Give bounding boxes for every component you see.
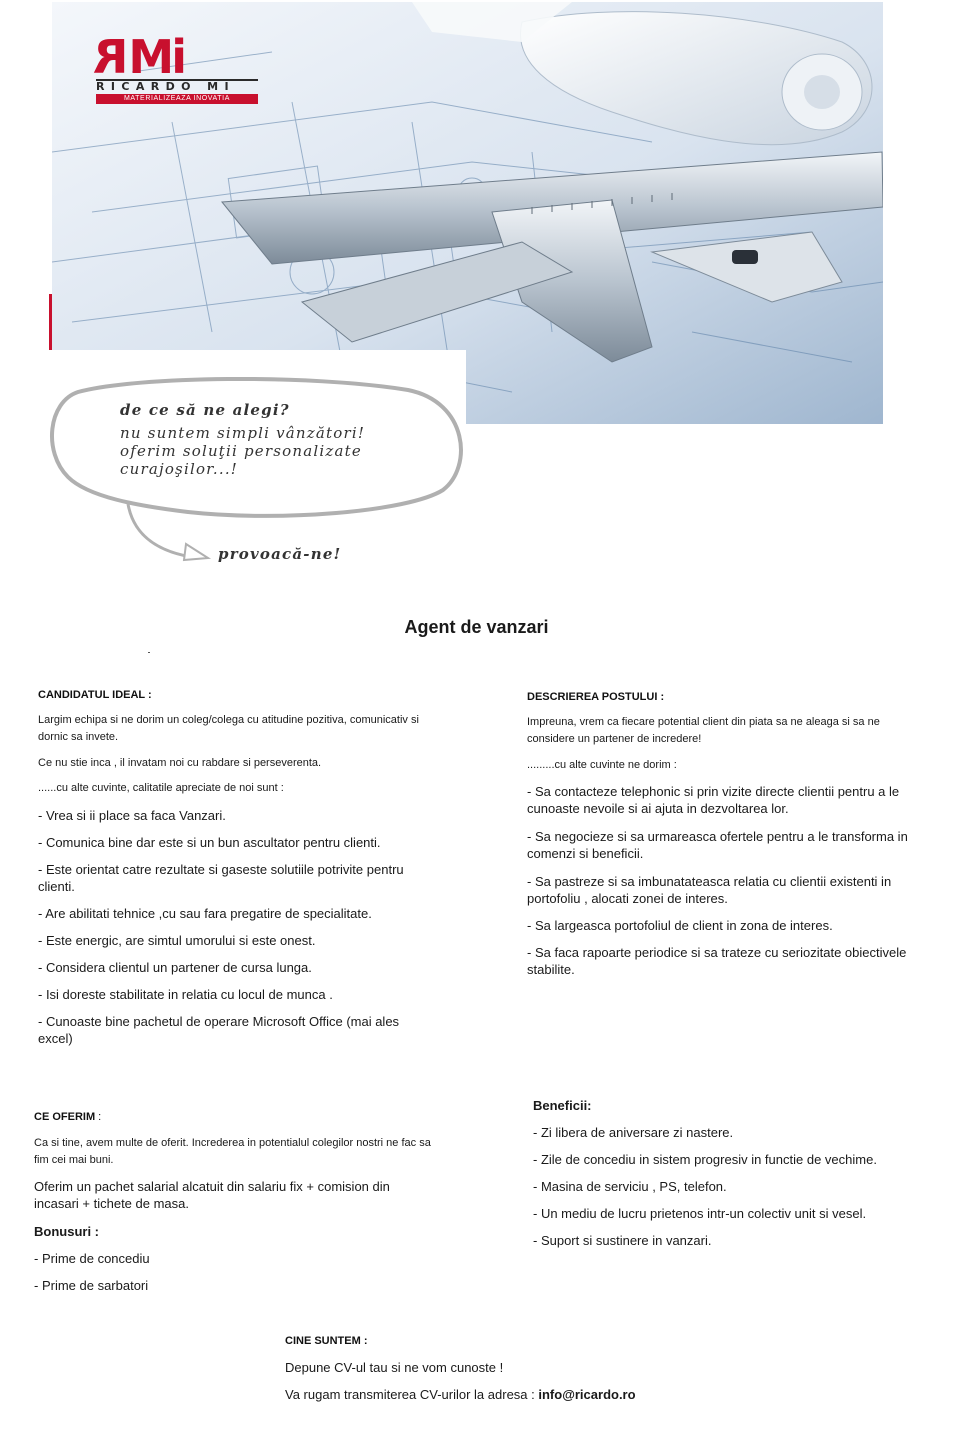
- offer-heading-text: CE OFERIM: [34, 1111, 96, 1123]
- ideal-candidate-intro: Largim echipa si ne dorim un coleg/colega cu atitudine pozitiva, comunicativ si dornic sa invete.: [38, 714, 419, 743]
- who-we-are-section: [285, 1332, 705, 1408]
- job-description-heading: DESCRIEREA POSTULUI :: [527, 691, 665, 703]
- bonus-heading: Bonusuri :: [34, 1224, 99, 1239]
- job-title: Agent de vanzari: [404, 617, 549, 637]
- offer-intro: Ca si tine, avem multe de oferit. Increderea in potentialul colegilor nostri ne fac sa fim cei mai buni.: [34, 1137, 431, 1166]
- list-item: - Este energic, are simtul umorului si este onest.: [38, 933, 316, 948]
- logo-mark-r: R: [96, 30, 129, 84]
- stray-mark: [148, 652, 150, 653]
- bubble-line-3: curajoşilor...!: [120, 460, 239, 478]
- benefits-section: [533, 1097, 913, 1257]
- bubble-question: de ce să ne alegi?: [120, 401, 290, 419]
- offer-heading-suffix: :: [95, 1111, 102, 1123]
- ideal-candidate-lead: ......cu alte cuvinte, calitatile apreciate de noi sunt :: [38, 782, 284, 794]
- list-item: - Este orientat catre rezultate si gaseste solutiile potrivite pentru clienti.: [38, 862, 404, 894]
- list-item: - Isi doreste stabilitate in relatia cu locul de munca .: [38, 987, 333, 1002]
- logo-mark: [96, 30, 184, 84]
- list-item: - Prime de sarbatori: [34, 1278, 149, 1293]
- job-description-lead: .........cu alte cuvinte ne dorim :: [527, 759, 677, 771]
- apply-instructions: [285, 1386, 636, 1403]
- bubble-call-to-action: provoacă-ne!: [218, 545, 342, 563]
- job-description-section: [527, 690, 923, 990]
- bubble-line-2: oferim soluţii personalizate: [120, 442, 362, 460]
- list-item: - Considera clientul un partener de cursa lunga.: [38, 960, 312, 975]
- list-item: - Sa contacteze telephonic si prin vizite directe clientii pentru a le cunoaste nevoile si ai ajuta in dezvoltarea lor.: [527, 784, 900, 816]
- list-item: - Prime de concediu: [34, 1251, 150, 1266]
- logo-mark-mi: Mi: [128, 30, 184, 84]
- contact-email-link[interactable]: info@ricardo.ro: [538, 1387, 636, 1402]
- list-item: - Zile de concediu in sistem progresiv in functie de vechime.: [533, 1152, 877, 1167]
- apply-instructions-text: Va rugam transmiterea CV-urilor la adresa :: [285, 1387, 539, 1402]
- list-item: - Suport si sustinere in vanzari.: [533, 1233, 712, 1248]
- logo-company-name: RICARDO MI: [96, 79, 258, 93]
- hero-accent-bar: [49, 294, 52, 350]
- list-item: - Cunoaste bine pachetul de operare Microsoft Office (mai ales excel): [38, 1014, 400, 1046]
- list-item: - Comunica bine dar este si un bun ascultator pentru clienti.: [38, 835, 381, 850]
- list-item: - Sa largeasca portofoliul de client in zona de interes.: [527, 918, 833, 933]
- who-we-are-heading: CINE SUNTEM :: [285, 1335, 368, 1347]
- logo-tagline: MATERIALIZEAZA INOVATIA: [96, 94, 258, 104]
- ideal-candidate-heading: CANDIDATUL IDEAL :: [38, 689, 152, 701]
- list-item: - Are abilitati tehnice ,cu sau fara pregatire de specialitate.: [38, 906, 372, 921]
- list-item: - Zi libera de aniversare zi nastere.: [533, 1125, 734, 1140]
- list-item: - Sa pastreze si sa imbunatateasca relatia cu clientii existenti in portofoliu , alocati zonei de interes.: [527, 874, 892, 906]
- offer-section: [34, 1110, 434, 1300]
- list-item: - Vrea si ii place sa faca Vanzari.: [38, 808, 226, 823]
- offer-heading: [34, 1110, 101, 1124]
- benefits-heading: Beneficii:: [533, 1098, 592, 1113]
- apply-invite: Depune CV-ul tau si ne vom cunoste !: [285, 1360, 504, 1375]
- ideal-candidate-section: [38, 688, 438, 1058]
- company-logo: [96, 30, 262, 106]
- offer-package: Oferim un pachet salarial alcatuit din salariu fix + comision din incasari + tichete de masa.: [34, 1179, 390, 1211]
- ideal-candidate-teach: Ce nu stie inca , il invatam noi cu rabdare si perseverenta.: [38, 757, 322, 769]
- list-item: - Un mediu de lucru prietenos intr-un colectiv unit si vesel.: [533, 1206, 867, 1221]
- list-item: - Masina de serviciu , PS, telefon.: [533, 1179, 727, 1194]
- list-item: - Sa faca rapoarte periodice si sa trateze cu seriozitate obiectivele stabilite.: [527, 945, 907, 977]
- job-description-intro: Impreuna, vrem ca fiecare potential client din piata sa ne aleaga si sa ne considere un partener de incredere!: [527, 716, 880, 745]
- list-item: - Sa negocieze si sa urmareasca ofertele pentru a le transforma in comenzi si beneficii.: [527, 829, 908, 861]
- bubble-line-1: nu suntem simpli vânzători!: [120, 424, 366, 442]
